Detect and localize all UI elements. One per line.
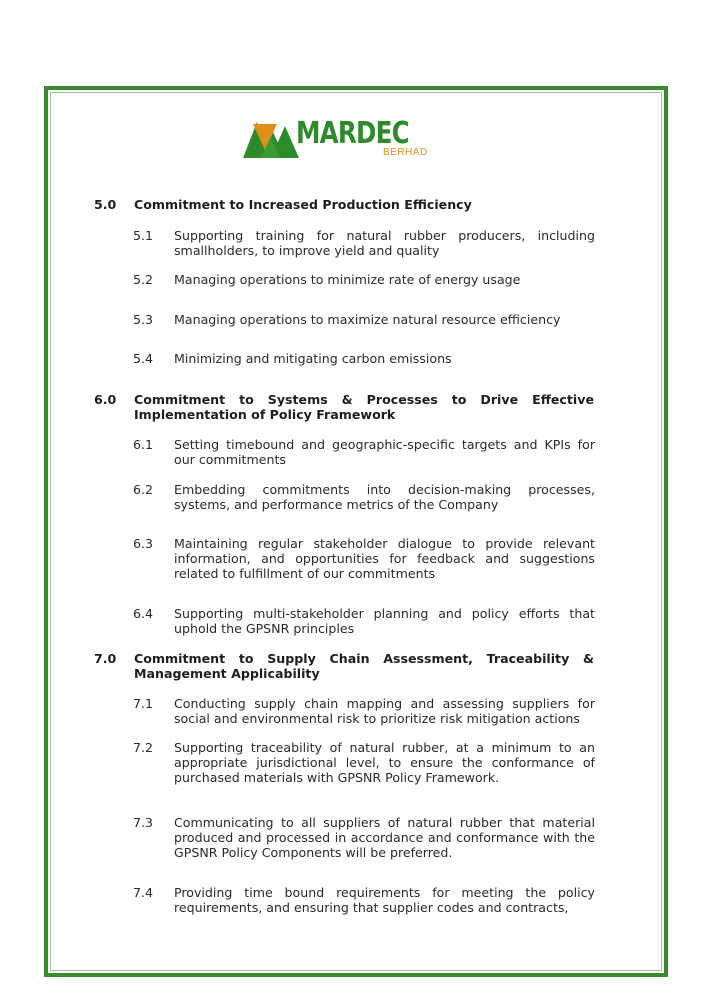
item-text: Managing operations to maximize natural resource efficiency [174, 312, 561, 327]
item-text: Supporting traceability of natural rubber, at a minimum to an appropriate jurisdictional level, to ensure the conformance of purchased materials with GPSNR Policy Framework. [174, 740, 595, 785]
mardec-emblem-icon [243, 116, 299, 160]
item-number: 7.2 [133, 740, 154, 755]
company-logo [243, 116, 443, 162]
item-text: Setting timebound and geographic-specific targets and KPIs for our commitments [174, 437, 595, 467]
item-number: 6.4 [133, 606, 154, 621]
logo-name: MARDEC [296, 116, 409, 151]
section-number: 6.0 [94, 392, 117, 407]
section-number: 7.0 [94, 651, 117, 666]
item-number: 7.3 [133, 815, 154, 830]
item-text: Minimizing and mitigating carbon emissions [174, 351, 452, 366]
logo-subtitle: BERHAD [383, 147, 428, 158]
item-number: 6.2 [133, 482, 154, 497]
item-text: Providing time bound requirements for meeting the policy requirements, and ensuring that supplier codes and contracts, [174, 885, 595, 915]
item-text: Supporting training for natural rubber producers, including smallholders, to improve yield and quality [174, 228, 595, 258]
item-text: Managing operations to minimize rate of energy usage [174, 272, 521, 287]
item-text: Embedding commitments into decision-making processes, systems, and performance metrics of the Company [174, 482, 595, 512]
item-text: Communicating to all suppliers of natural rubber that material produced and processed in accordance and conformance with the GPSNR Policy Components will be preferred. [174, 815, 595, 860]
section-title: Commitment to Increased Production Efficiency [134, 197, 472, 212]
section-number: 5.0 [94, 197, 117, 212]
item-number: 6.3 [133, 536, 154, 551]
item-text: Supporting multi-stakeholder planning and policy efforts that uphold the GPSNR principles [174, 606, 595, 636]
item-number: 5.3 [133, 312, 154, 327]
item-text: Conducting supply chain mapping and assessing suppliers for social and environmental risk to prioritize risk mitigation actions [174, 696, 595, 726]
item-number: 5.4 [133, 351, 154, 366]
item-number: 5.2 [133, 272, 154, 287]
item-number: 7.4 [133, 885, 154, 900]
item-number: 5.1 [133, 228, 154, 243]
section-title: Commitment to Supply Chain Assessment, Traceability & Management Applicability [134, 651, 594, 681]
item-text: Maintaining regular stakeholder dialogue to provide relevant information, and opportunities for feedback and suggestions related to fulfillment of our commitments [174, 536, 595, 581]
section-title: Commitment to Systems & Processes to Drive Effective Implementation of Policy Framework [134, 392, 594, 422]
item-number: 7.1 [133, 696, 154, 711]
item-number: 6.1 [133, 437, 154, 452]
